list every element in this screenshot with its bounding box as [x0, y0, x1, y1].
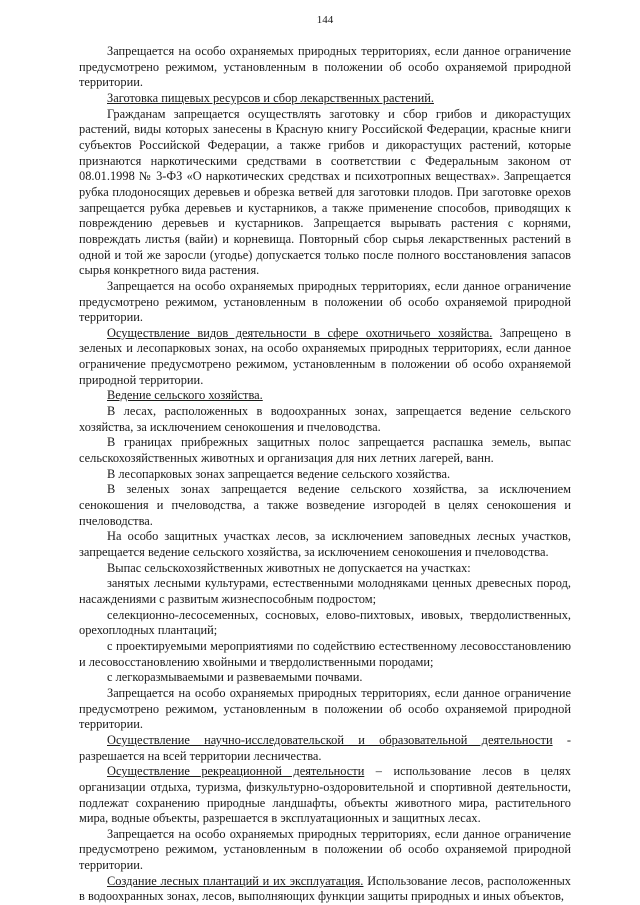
paragraph-text: - разрешается на всей территории лесничества.: [79, 732, 571, 763]
paragraph-text: В границах прибрежных защитных полос запрещается распашка земель, выпас сельскохозяйственных животных и организация для них летних лагерей, ванн.: [79, 435, 571, 466]
paragraph-text: В лесопарковых зонах запрещается ведение сельского хозяйства.: [107, 466, 451, 481]
paragraph: [79, 874, 571, 905]
paragraph: [79, 388, 571, 404]
paragraph-text: В зеленых зонах запрещается ведение сельского хозяйства, за исключением сенокошения и пчеловодства, а также возведение изгородей в целях сенокошения и пчеловодства.: [79, 482, 571, 528]
paragraph: [79, 639, 571, 670]
paragraph: [79, 279, 571, 326]
paragraph: [79, 764, 571, 827]
paragraph-text: В лесах, расположенных в водоохранных зонах, запрещается ведение сельского хозяйства, за исключением сенокошения и пчеловодства.: [79, 404, 571, 434]
paragraph-text: с легкоразмываемыми и развеваемыми почвами.: [107, 670, 363, 685]
paragraph: [79, 733, 571, 764]
paragraph: [79, 608, 571, 639]
section-heading: Создание лесных плантаций и их эксплуатация.: [107, 873, 364, 888]
section-heading: Осуществление рекреационной деятельности: [107, 764, 365, 779]
paragraph: [79, 435, 571, 466]
paragraph: [79, 482, 571, 529]
paragraph-text: Запрещается на особо охраняемых природных территориях, если данное ограничение предусмотрено режимом, установленным в положении об особо охраняемой природной территории.: [79, 278, 571, 325]
paragraph: [79, 529, 571, 560]
section-heading: Осуществление научно-исследовательской и образовательной деятельности: [107, 732, 553, 747]
paragraph: [79, 107, 571, 279]
body-text: [79, 44, 571, 905]
paragraph-text: Запрещено в зеленых и лесопарковых зонах, на особо охраняемых природных территориях, если данное ограничение предусмотрено режимом, установленным в положении об особо охраняемой природной территории.: [79, 325, 571, 387]
paragraph-text: – использование лесов в целях организации отдыха, туризма, физкультурно-оздоровительной и спортивной деятельности, подлежат сохранению природные ландшафты, объекты животного мира, растительного мира, водные объекты, разрешается в эксплуатационных и защитных лесах.: [79, 764, 571, 826]
document-page: [79, 14, 571, 905]
paragraph: [79, 326, 571, 389]
paragraph-text: Запрещается на особо охраняемых природных территориях, если данное ограничение предусмотрено режимом, установленным в положении об особо охраняемой природной территории.: [79, 44, 571, 90]
paragraph: [79, 686, 571, 733]
paragraph-text: с проектируемыми мероприятиями по содействию естественному лесовосстановлению и лесовосстановлению хвойными и твердолиственными породами;: [79, 638, 571, 669]
paragraph: [79, 827, 571, 874]
paragraph-text: Запрещается на особо охраняемых природных территориях, если данное ограничение предусмотрено режимом, установленным в положении об особо охраняемой природной территории.: [79, 826, 571, 873]
section-heading: Осуществление видов деятельности в сфере охотничьего хозяйства.: [107, 325, 493, 340]
paragraph-text: Использование лесов, расположенных в водоохранных зонах, лесов, выполняющих функции защиты природных и иных объектов,: [79, 873, 571, 904]
paragraph-text: На особо защитных участках лесов, за исключением заповедных лесных участков, запрещается ведение сельского хозяйства, за исключением сенокошения и пчеловодства.: [79, 529, 571, 559]
paragraph-text: Выпас сельскохозяйственных животных не допускается на участках:: [107, 560, 471, 575]
paragraph: [79, 44, 571, 91]
paragraph: [79, 404, 571, 435]
paragraph: [79, 91, 571, 107]
paragraph-text: селекционно-лесосеменных, сосновых, елово-пихтовых, ивовых, твердолиственных, орехоплодных плантаций;: [79, 607, 571, 638]
paragraph: [79, 576, 571, 607]
page-number: 144: [316, 14, 334, 26]
section-heading: Ведение сельского хозяйства.: [107, 388, 263, 403]
paragraph: [79, 467, 571, 483]
paragraph: [79, 561, 571, 577]
paragraph-text: занятых лесными культурами, естественными молодняками ценных древесных пород, насаждениями с развитым жизнеспособным подростом;: [79, 576, 571, 606]
paragraph: [79, 670, 571, 686]
section-heading: Заготовка пищевых ресурсов и сбор лекарственных растений.: [107, 90, 434, 105]
paragraph-text: Запрещается на особо охраняемых природных территориях, если данное ограничение предусмотрено режимом, установленным в положении об особо охраняемой природной территории.: [79, 685, 571, 732]
paragraph-text: Гражданам запрещается осуществлять заготовку и сбор грибов и дикорастущих растений, виды которых занесены в Красную книгу Российской Федерации, красные книги субъектов Российской Федерации, а также грибов и дикорастущих растений, которые признаются наркотическими средствами в соответствии с Федеральным законом от 08.01.1998 № 3-ФЗ «О наркотических средствах и психотропных веществах». Запрещается рубка плодоносящих деревьев и обрезка ветвей для заготовки плодов. При заготовке орехов запрещается рубка деревьев и кустарников, а также применение способов, приводящих к повреждению деревьев и кустарников. Запрещается вырывать растения с корнями, повреждать листья (вайи) и корневища. Повторный сбор сырья лекарственных растений в одной и той же заросли (угодье) допускается только после полного восстановления запасов сырья конкретного вида растения.: [79, 106, 571, 278]
